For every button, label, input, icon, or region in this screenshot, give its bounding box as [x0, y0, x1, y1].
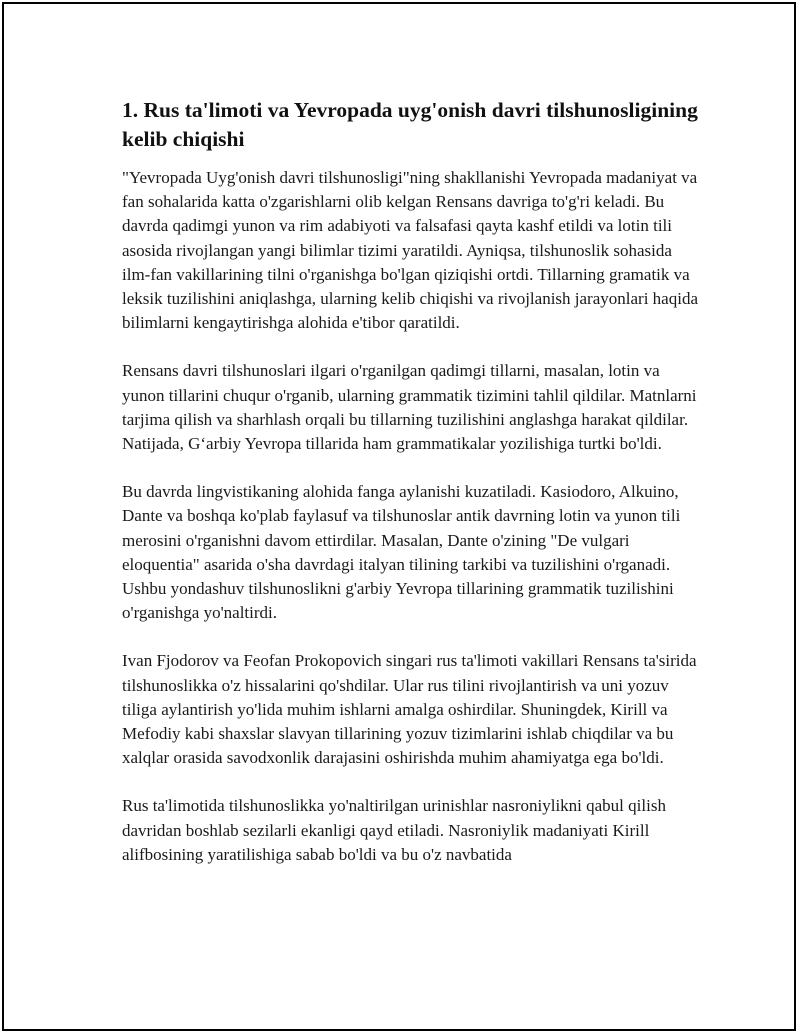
paragraph-5: Rus ta'limotida tilshunoslikka yo'naltirilgan urinishlar nasroniylikni qabul qilish davridan boshlab sezilarli ekanligi qayd etiladi. Nasroniylik madaniyati Kirill alifbosining yaratilishiga sabab bo'ldi va bu o'z navbatida — [122, 796, 666, 864]
document-title: 1. Rus ta'limoti va Yevropada uyg'onish davri tilshunosligining kelib chiqishi — [122, 98, 698, 151]
paragraph-2: Rensans davri tilshunoslari ilgari o'rganilgan qadimgi tillarni, masalan, lotin va yunon tillarini chuqur o'rganib, ularning grammatik tizimini tahlil qildilar. Matnlarni tarjima qilish va sharhlash orqali bu tillarning tuzilishini anglashga harakat qildilar. Natijada, G‘arbiy Yevropa tillarida ham grammatikalar yozilishiga turtki bo'ldi. — [122, 361, 697, 454]
paragraph-1: "Yevropada Uyg'onish davri tilshunosligi"ning shakllanishi Yevropada madaniyat va fan sohalarida katta o'zgarishlarni olib kelgan Rensans davriga to'g'ri keladi. Bu davrda qadimgi yunon va rim adabiyoti va falsafasi qayta kashf etildi va lotin tili asosida rivojlangan yangi bilimlar tizimi yaratildi. Ayniqsa, tilshunoslik sohasida ilm-fan vakillarining tilni o'rganishga bo'lgan qiziqishi ortdi. Tillarning gramatik va leksik tuzilishini aniqlashga, ularning kelib chiqishi va rivojlanish jarayonlari haqida bilimlarni kengaytirishga alohida e'tibor qaratildi. — [122, 168, 698, 333]
paragraph-3: Bu davrda lingvistikaning alohida fanga aylanishi kuzatiladi. Kasiodoro, Alkuino, Dante va boshqa ko'plab faylasuf va tilshunoslar antik davrning lotin va yunon tili merosini o'rganishni davom ettirdilar. Masalan, Dante o'zining "De vulgari eloquentia" asarida o'sha davrdagi italyan tilining tarkibi va tuzilishini o'rganadi. Ushbu yondashuv tilshunoslikni g'arbiy Yevropa tillarining grammatik tuzilishini o'rganishga yo'naltirdi. — [122, 482, 681, 623]
document-body — [122, 96, 702, 891]
paragraph-4: Ivan Fjodorov va Feofan Prokopovich singari rus ta'limoti vakillari Rensans ta'sirida tilshunoslikka o'z hissalarini qo'shdilar. Ular rus tilini rivojlantirish va uni yozuv tiliga aylantirish yo'lida muhim ishlarni amalga oshirdilar. Shuningdek, Kirill va Mefodiy kabi shaxslar slavyan tillarining yozuv tizimlarini ishlab chiqdilar va bu xalqlar orasida savodxonlik darajasini oshirishda muhim ahamiyatga ega bo'ldi. — [122, 651, 697, 768]
page-frame — [2, 2, 796, 1031]
